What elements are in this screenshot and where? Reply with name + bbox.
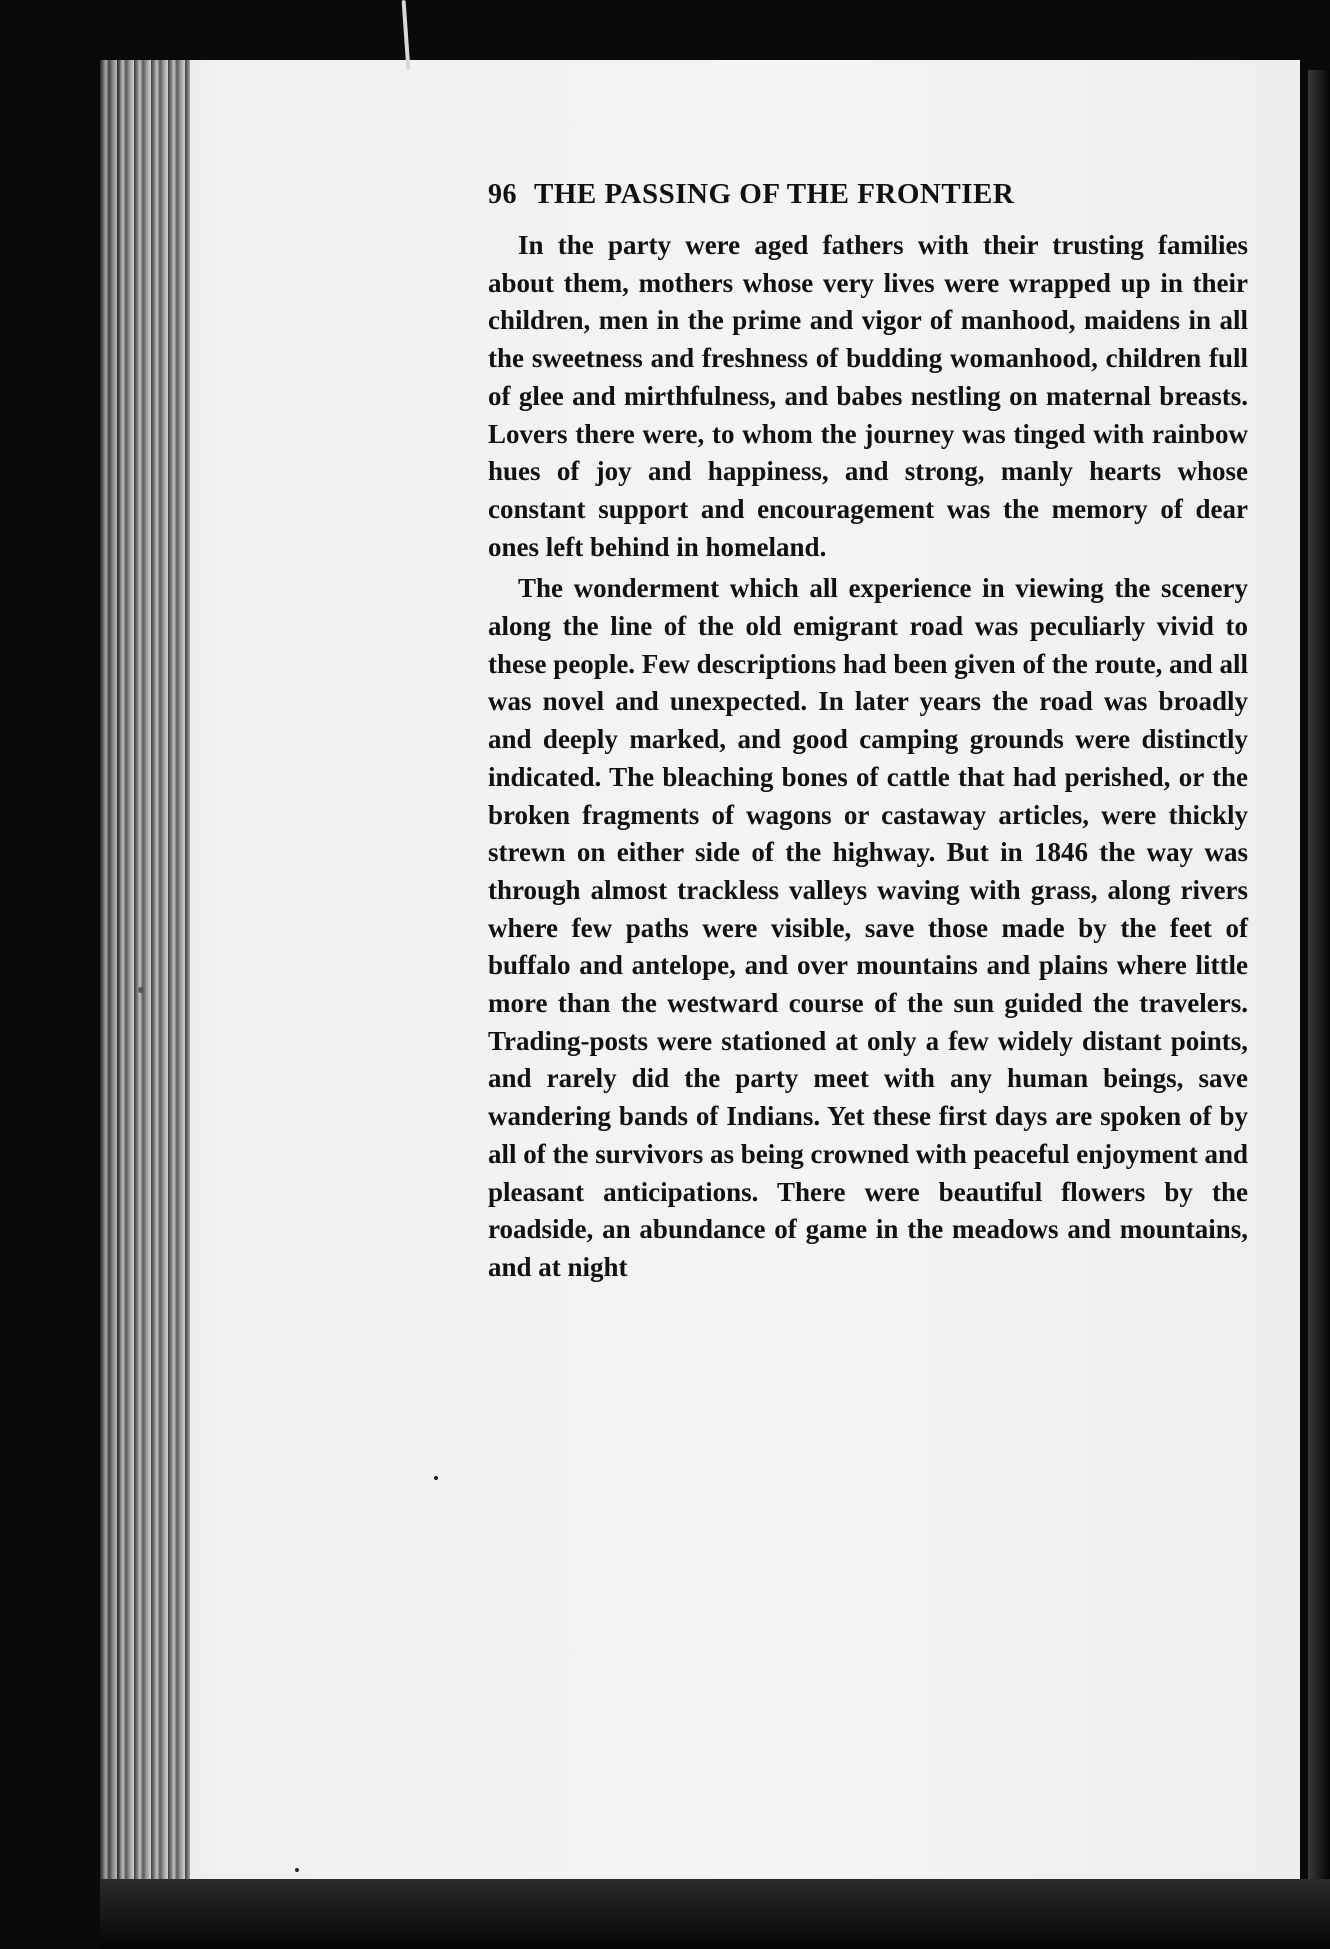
paragraph-2: The wonderment which all experience in viewing the scenery along the line of the old emigrant road was peculiarly vivid to these people. Few descriptions had been given of the route, and all was novel and unexpected. In later years the road was broadly and deeply marked, and good camping grounds were distinctly indicated. The bleaching bones of cattle that had perished, or the broken fragments of wagons or castaway articles, were thickly strewn on either side of the highway. But in 1846 the way was through almost trackless valleys waving with grass, along rivers where few paths were visible, save those made by the feet of buffalo and antelope, and over mountains and plains where little more than the westward course of the sun guided the travelers. Trading-posts were stationed at only a few widely distant points, and rarely did the party meet with any human beings, save wandering bands of Indians. Yet these first days are spoken of by all of the survivors as being crowned with peaceful enjoyment and pleasant anticipations. There were beautiful flowers by the roadside, an abundance of game in the meadows and mountains, and at night [488,573,1248,1282]
running-head [488,178,1248,211]
page-number: 96 [488,179,517,210]
book-binding-edge [100,60,190,1890]
paragraph-1: In the party were aged fathers with their trusting families about them, mothers whose very lives were wrapped up in their children, men in the prime and vigor of manhood, maidens in all the sweetness and freshness of budding womanhood, children full of glee and mirthfulness, and babes nestling on maternal breasts. Lovers there were, to whom the journey was tinged with rainbow hues of joy and happiness, and strong, manly hearts whose constant support and encouragement was the memory of dear ones left behind in homeland. [488,230,1248,562]
page-text-block [488,178,1248,1287]
page-right-edge [1308,70,1330,1890]
book-title: THE PASSING OF THE FRONTIER [534,178,1015,210]
page-bottom-edge [100,1879,1330,1949]
